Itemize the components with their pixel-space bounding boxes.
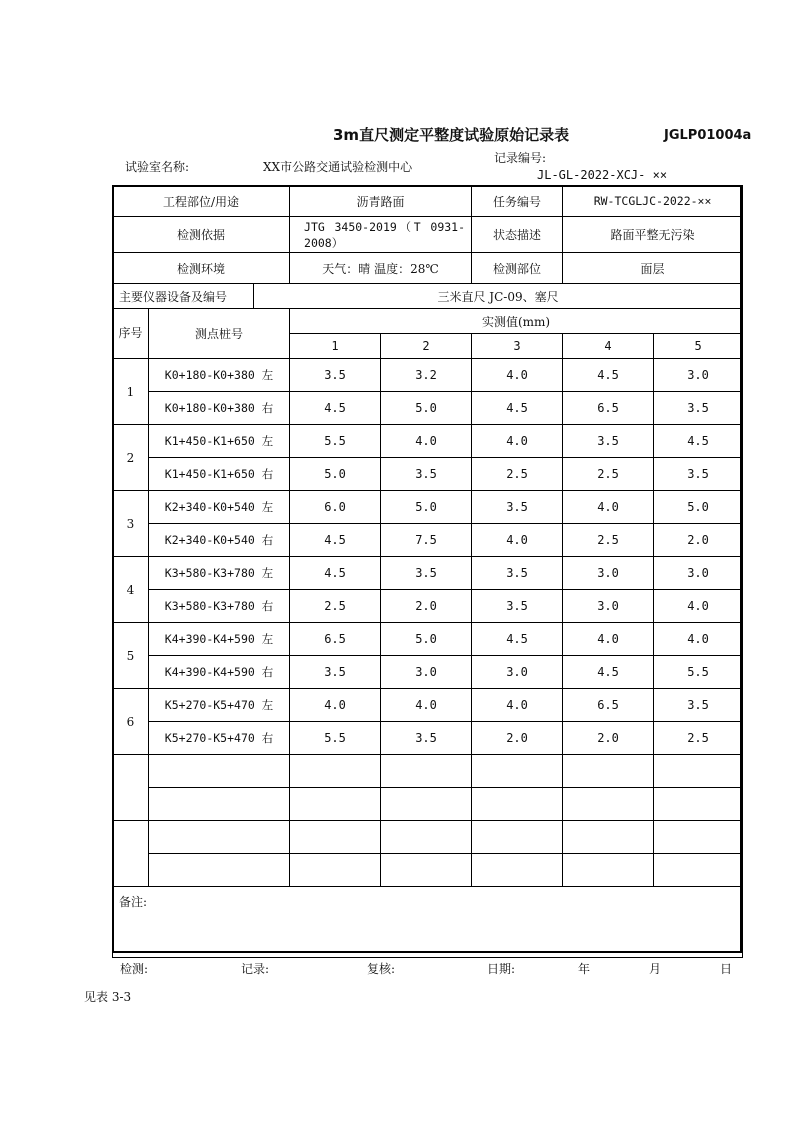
seq-cell: 3: [113, 491, 149, 557]
lab-name-label: 试验室名称:: [125, 160, 190, 174]
value-cell: 5.0: [381, 491, 472, 524]
value-cell: 3.5: [381, 722, 472, 755]
task-no-label: 任务编号: [472, 186, 563, 217]
value-cell: 4.0: [472, 425, 563, 458]
value-cell: 3.5: [472, 590, 563, 623]
value-cell: 2.5: [290, 590, 381, 623]
value-cell: 2.5: [472, 458, 563, 491]
value-cell: 4.5: [290, 557, 381, 590]
value-cell: 6.5: [563, 689, 654, 722]
part-label: 工程部位/用途: [113, 186, 290, 217]
value-cell: 6.5: [563, 392, 654, 425]
value-cell: 4.0: [563, 623, 654, 656]
equipment-label: 主要仪器设备及编号: [113, 284, 254, 309]
station-cell: K2+340-K0+540 右: [149, 524, 290, 557]
date-label: 日期:: [487, 962, 516, 976]
month-label: 月: [649, 962, 662, 976]
value-cell: 2.0: [381, 590, 472, 623]
value-cell: 3.0: [563, 557, 654, 590]
value-cell: 3.0: [654, 557, 743, 590]
value-cell: 3.5: [290, 359, 381, 392]
see-also-note: 见表 3-3: [84, 990, 132, 1004]
value-cell: 2.5: [563, 524, 654, 557]
value-cell: 4.0: [381, 689, 472, 722]
basis-value: JTG 3450-2019（T 0931-2008）: [290, 217, 472, 253]
value-cell: 3.5: [563, 425, 654, 458]
station-cell: K5+270-K5+470 右: [149, 722, 290, 755]
value-cell: 3.5: [654, 689, 743, 722]
station-cell: K1+450-K1+650 左: [149, 425, 290, 458]
tester-label: 检测:: [120, 962, 149, 976]
value-cell: 3.5: [654, 392, 743, 425]
value-cell: 3.0: [472, 656, 563, 689]
value-cell: 3.5: [381, 557, 472, 590]
station-cell: K5+270-K5+470 左: [149, 689, 290, 722]
remarks-label: 备注:: [119, 895, 148, 909]
part-value: 沥青路面: [290, 186, 472, 217]
form-code: JGLP01004a: [664, 128, 752, 143]
env-label: 检测环境: [113, 253, 290, 284]
value-cell: 4.0: [563, 491, 654, 524]
env-value: 天气：晴 温度：28℃: [290, 253, 472, 284]
value-cell: 3.5: [290, 656, 381, 689]
record-no-label: 记录编号:: [494, 151, 547, 165]
col-header: 5: [654, 334, 743, 359]
value-cell: 3.0: [381, 656, 472, 689]
seq-cell: 4: [113, 557, 149, 623]
value-cell: 5.0: [290, 458, 381, 491]
station-cell: K3+580-K3+780 左: [149, 557, 290, 590]
seq-cell: 5: [113, 623, 149, 689]
value-cell: 4.0: [654, 590, 743, 623]
value-cell: 2.0: [472, 722, 563, 755]
seq-cell: 1: [113, 359, 149, 425]
value-cell: 3.2: [381, 359, 472, 392]
station-cell: K1+450-K1+650 右: [149, 458, 290, 491]
value-cell: 4.0: [654, 623, 743, 656]
value-cell: 4.0: [472, 524, 563, 557]
state-value: 路面平整无污染: [563, 217, 743, 253]
value-cell: 2.0: [563, 722, 654, 755]
station-header: 测点桩号: [149, 309, 290, 359]
value-cell: 4.5: [563, 656, 654, 689]
location-label: 检测部位: [472, 253, 563, 284]
value-cell: 3.0: [563, 590, 654, 623]
day-label: 日: [720, 962, 733, 976]
station-cell: K4+390-K4+590 右: [149, 656, 290, 689]
value-cell: 4.0: [290, 689, 381, 722]
col-header: 3: [472, 334, 563, 359]
value-cell: 5.5: [290, 722, 381, 755]
value-cell: 6.5: [290, 623, 381, 656]
value-cell: 4.5: [563, 359, 654, 392]
value-cell: 4.5: [290, 392, 381, 425]
value-cell: 2.5: [563, 458, 654, 491]
station-cell: K3+580-K3+780 右: [149, 590, 290, 623]
seq-cell: 2: [113, 425, 149, 491]
table-border: [112, 185, 742, 953]
value-cell: 3.0: [654, 359, 743, 392]
value-cell: 3.5: [472, 557, 563, 590]
seq-cell: 6: [113, 689, 149, 755]
col-header: 4: [563, 334, 654, 359]
reviewer-label: 复核:: [367, 962, 396, 976]
value-cell: 4.5: [472, 623, 563, 656]
station-cell: K2+340-K0+540 左: [149, 491, 290, 524]
value-cell: 4.0: [472, 689, 563, 722]
location-value: 面层: [563, 253, 743, 284]
value-cell: 5.5: [290, 425, 381, 458]
record-no: JL-GL-2022-XCJ- ××: [537, 168, 668, 182]
value-cell: 2.5: [654, 722, 743, 755]
measured-header: 实测值(mm): [290, 309, 743, 334]
value-cell: 7.5: [381, 524, 472, 557]
basis-label: 检测依据: [113, 217, 290, 253]
station-cell: K0+180-K0+380 左: [149, 359, 290, 392]
task-no-value: RW-TCGLJC-2022-××: [563, 186, 743, 217]
value-cell: 5.5: [654, 656, 743, 689]
lab-name: XX市公路交通试验检测中心: [263, 160, 413, 174]
value-cell: 4.5: [290, 524, 381, 557]
value-cell: 6.0: [290, 491, 381, 524]
year-label: 年: [578, 962, 591, 976]
value-cell: 4.0: [381, 425, 472, 458]
state-label: 状态描述: [472, 217, 563, 253]
value-cell: 3.5: [381, 458, 472, 491]
col-header: 2: [381, 334, 472, 359]
value-cell: 4.5: [654, 425, 743, 458]
value-cell: 4.5: [472, 392, 563, 425]
value-cell: 4.0: [472, 359, 563, 392]
seq-header: 序号: [113, 309, 149, 359]
recorder-label: 记录:: [241, 962, 270, 976]
value-cell: 3.5: [472, 491, 563, 524]
station-cell: K0+180-K0+380 右: [149, 392, 290, 425]
value-cell: 5.0: [654, 491, 743, 524]
value-cell: 5.0: [381, 392, 472, 425]
form-title: 3m直尺测定平整度试验原始记录表: [333, 126, 570, 144]
value-cell: 5.0: [381, 623, 472, 656]
equipment-value: 三米直尺 JC-09、塞尺: [254, 284, 743, 309]
value-cell: 3.5: [654, 458, 743, 491]
col-header: 1: [290, 334, 381, 359]
value-cell: 2.0: [654, 524, 743, 557]
station-cell: K4+390-K4+590 左: [149, 623, 290, 656]
